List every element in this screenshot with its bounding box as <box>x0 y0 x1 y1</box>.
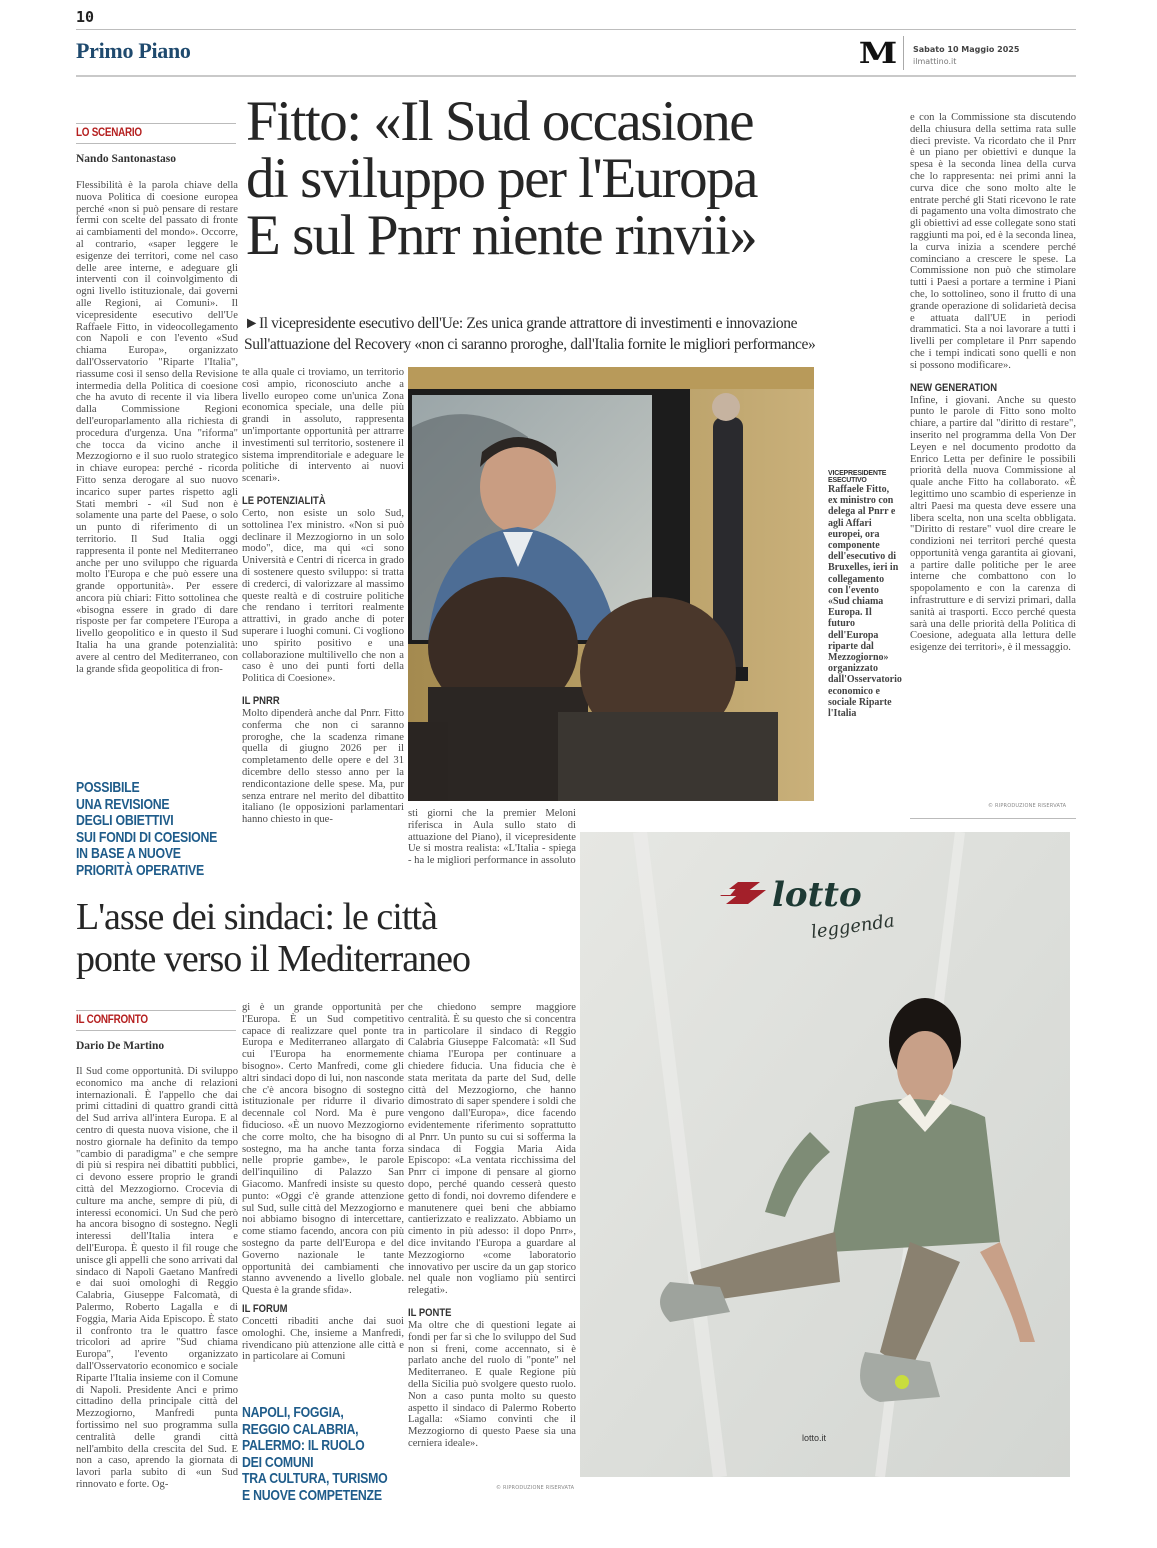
fitto-videoconference-photo <box>408 367 814 801</box>
pull-quote-line: UNA REVISIONE <box>76 795 170 813</box>
ad-brand: lotto <box>772 875 862 915</box>
subheading-ponte: IL PONTE <box>408 1306 452 1319</box>
article2-headline <box>76 896 596 980</box>
caption-kicker: VICEPRESIDENTE ESECUTIVO <box>828 470 887 484</box>
article2-pull-quote <box>242 1405 406 1504</box>
pull-quote-line: TRA CULTURA, TURISMO <box>242 1470 388 1487</box>
article1-headline <box>246 90 906 267</box>
article2-copyright: © RIPRODUZIONE RISERVATA <box>496 1485 575 1491</box>
subheading-pnrr: IL PNRR <box>242 694 280 707</box>
photo-caption <box>828 470 900 719</box>
article2-column-2 <box>242 1002 404 1363</box>
article1-kicker: LO SCENARIO <box>76 127 142 139</box>
page-number: 10 <box>76 8 95 26</box>
paragraph: gi è un grande opportunità per l'Europa. È un Sud competitivo capace di realizzare quel ponte tra Europa e Mediterraneo allargato di cui l'Europa ha enormemente bisogno». Certo Manfredi, come gli altri sindaci dopo di lui, non nasconde che c'è ancora bisogno di sostegno istituzionale per ridurre il divario decennale col Nord. Ma è pure fiducioso. «È un nuovo Mezzogiorno che corre molto, che ha bisogno di sostegno, ma ha anche tanta forza nelle proprie gambe», le parole dell'inquilino di Palazzo San Giacomo. Manfredi insiste su questo punto: «Oggi c'è grande attenzione sul Sud, sulle città del Mezzogiorno e noi abbiamo bisogno di intercettare, come stiamo facendo, ancora con più sostegno da parte dell'Europa e del Governo nazionale le tante opportunità dei cambiamenti che stanno avvenendo a livello globale. Questa è la grande sfida». <box>242 1002 404 1297</box>
newspaper-page <box>76 0 1076 1548</box>
paragraph: te alla quale ci troviamo, un territorio così ampio, riconosciuto anche a livello europeo come un'unica Zona economica speciale, una delle più grandi in assoluto, rappresenta un'importante opportunità per attrarre investimenti sul territorio, sostenere il sistema imprenditoriale e adeguare le politiche di intervento ai nuovi scenari». <box>242 367 404 485</box>
issue-date: Sabato 10 Maggio 2025 <box>913 45 1020 54</box>
pull-quote-line: DEGLI OBIETTIVI <box>76 812 174 829</box>
summary-line: ►Il vicepresidente esecutivo dell'Ue: Zes unica grande attrattore di investimenti e innovazione <box>244 315 798 332</box>
paragraph: Concetti ribaditi anche dai suoi omologhi. Che, insieme a Manfredi, rivendicano più attenzione alle città e in particolare ai Comuni <box>242 1315 404 1363</box>
pull-quote-line: POSSIBILE <box>76 779 140 796</box>
paragraph: che chiedono sempre maggiore centralità. È su questo che si concentra in particolare il sindaco di Reggio Calabria Giuseppe Falcomatà: «Il Sud chiama l'Europa per continuare a chiedere fiducia. Una fiducia che è stata meritata da parte del Sud, delle città del Mezzogiorno, che hanno dimostrato di saper spendere i soldi che vengono dall'Europa», dice facendo evidentemente riferimento soprattutto al Pnrr. Un punto su cui si sofferma la sindaca di Foggia Maria Aida Episcopo: «La ventata ricchissima del Pnrr ci impone di pensare al giorno dopo, perché quando cesserà questo getto di fondi, noi dovremo difendere e manutenere quei beni che abbiamo cantierizzato e realizzato. Abbiamo un cimento in più adesso: il dopo Pnrr», dice invitando l'Europa a guardare al Mezzogiorno «come laboratorio innovativo per uscire da un gap storico nel quale non vogliamo più sentirci relegati». <box>408 1002 576 1297</box>
header-rule <box>76 75 1076 77</box>
lotto-advertisement[interactable] <box>580 832 1070 1477</box>
article1-column-2 <box>242 367 404 892</box>
photo-illustration <box>408 367 814 801</box>
article1-column-4 <box>910 112 1076 802</box>
section-title: Primo Piano <box>76 38 191 63</box>
article2-kicker: IL CONFRONTO <box>76 1014 148 1026</box>
paragraph: Molto dipenderà anche dal Pnrr. Fitto conferma che non ci saranno proroghe, che la scadenza rimane quella di giugno 2026 per il completamento delle opere e del 31 dicembre dello stesso anno per la rendicontazione delle spese. Ma, pur senza entrare nel merito del dibattito italiano (le opposizioni parlamentari hanno chiesto in que- <box>242 707 404 826</box>
subheading-forum: IL FORUM <box>242 1302 288 1315</box>
column-rule <box>910 818 1076 819</box>
article2-column-1: Il Sud come opportunità. Di sviluppo economico ma anche di relazioni internazionali. È l'appello che dai primi cittadini di quattro grandi città del Sud arriva all'intera Europa. E al centro di questa nuova visione, che il nostro giornale ha definito da tempo "cambio di paradigma" e che sempre di più si respira nei dibattiti pubblici, ci devono essere proprio le grandi città del Mezzogiorno. Crocevia di culture ma anche, sempre di più, di interessi economici. Un Sud che però ha ancora bisogno di sostegno. Negli interessi dell'Italia intera e dell'Europa. È questo il fil rouge che unisce gli appelli che sono arrivati dal sindaco di Napoli Gaetano Manfredi e dai suoi omologhi di Reggio Calabria, Giuseppe Falcomatà, di Palermo, Roberto Lagalla e di Foggia, Maria Aida Episcopo. È stato il confronto tra le quattro fasce tricolori ad aprire "Sud chiama Europa", l'evento organizzato dall'Osservatorio economico e sociale Riparte l'Italia insieme con il Comune di Napoli. Presidente Anci e primo cittadino della principale città del Mezzogiorno, Manfredi punta fortissimo nel suo programma sulla centralità delle grandi città nell'ambito della crescita del Sud. E non a caso, aprendo la giornata di lavori parla subito di «un Sud rinnovato e forte. Og- <box>76 1066 238 1490</box>
headline-line: L'asse dei sindaci: le città <box>76 896 437 938</box>
pull-quote-line: SUI FONDI DI COESIONE <box>76 828 218 846</box>
paragraph: e con la Commissione sta discutendo della chiusura della settima rata sulle dieci previste. Va ricordato che il Pnrr è un piano per obiettivi e dunque la spesa è la seconda linea della curva che lo rappresenta: nei primi anni la curva dice che sono molto alte le entrate perché gli Stati ricevono le rate di pagamento una volta dimostrato che gli obiettivi ad esse collegate sono stati raggiunti ma poi, ed è la seconda linea, la curva inizia a scendere perché cominciano a crescere le spese. La Commissione non può che stimolare tutti i Paesi a portare a termine i Piani che, lo sottolineo, sono il frutto di una grande operazione di solidarietà decisa e attuata dall'UE in periodi drammatici. Sta a noi lavorare a tutti i livelli per completare il Pnrr sapendo che i tempi indicati sono quelli e non si possono modificare». <box>910 112 1076 371</box>
top-rule <box>76 29 1076 30</box>
paragraph: Ma oltre che di questioni legate ai fondi per far sì che lo sviluppo del Sud non si freni, come accennato, si è parlato anche del ruolo di "ponte" nel Mediterraneo. E quale Regione più della Sicilia può svolgere questo ruolo. Non a caso punta molto su questo aspetto il sindaco di Palermo Roberto Lagalla: «Siamo convinti che il Mezzogiorno di questo Paese sia una cerniera ideale». <box>408 1319 576 1449</box>
pull-quote-line: PRIORITÀ OPERATIVE <box>76 861 204 879</box>
pull-quote-line: PALERMO: IL RUOLO <box>242 1437 365 1454</box>
article2-author: Dario De Martino <box>76 1040 165 1052</box>
ad-tagline: leggenda <box>809 910 896 943</box>
article1-copyright: © RIPRODUZIONE RISERVATA <box>988 803 1067 809</box>
subheading-new-generation: NEW GENERATION <box>910 381 998 394</box>
article1-pull-quote <box>76 780 240 879</box>
article1-column-3: sti giorni che la premier Meloni riferisca in Aula sullo stato di attuazione del Piano), il vicepresidente Ue si mostra realista: «L'Italia - spiega - ha le migliori performance in assoluto <box>408 808 576 867</box>
headline-line: ponte verso il Mediterraneo <box>76 938 471 980</box>
site-link[interactable]: ilmattino.it <box>913 57 957 66</box>
pull-quote-line: DEI COMUNI <box>242 1453 314 1471</box>
pull-quote-line: E NUOVE COMPETENZE <box>242 1486 382 1504</box>
kicker-rule <box>76 143 236 144</box>
kicker-rule <box>76 123 236 124</box>
article1-column-1: Flessibilità è la parola chiave della nuova Politica di coesione europea perché «non si può pensare di restare fermi con scelte del passato di fronte ai cambiamenti del mondo». Occorre, al contrario, «saper leggere le esigenze dei territori, come nel caso delle aree interne, e adeguare gli interventi con il coinvolgimento di ogni livello istituzionale, dai governi alle Regioni, ai Comuni». Il vicepresidente esecutivo dell'Ue Raffaele Fitto, in videocollegamento con Napoli e con l'evento «Sud chiama Europa», organizzato dall'Osservatorio "Riparte l'Italia", riassume così il senso della Revisione intermedia della Politica di coesione che ha avuto di recente il via libera dalla Commissione Regioni dell'europarlamento alla richiesta di procedura d'urgenza. Una "riforma" che tocca da vicino anche il Mezzogiorno e il suo ruolo strategico in chiave europea: perché - ricorda Fitto senza derogare al suo nuovo incarico super partes rispetto agli Stati membri - «il Sud non è solamente una parte del Paese, o solo un punto di riferimento di un territorio. Il Sud Italia oggi rappresenta il ponte nel Mediterraneo anche per uno sviluppo che riguarda molto l'Europa e che può essere una grande opportunità». Per essere ancora più chiari: Fitto sottolinea che «bisogna essere in grado di dare risposte per far competere l'Europa a livello geopolitico e in questo il Sud Italia ha una grande potenzialità: avere al centro del Mediterraneo, con la grande sfida geopolitica di fron- <box>76 180 238 675</box>
caption-text: Raffaele Fitto, ex ministro con delega al Pnrr e agli Affari europei, ora componente dell'esecutivo di Bruxelles, ieri in collegamento con l'evento «Sud chiama Europa. Il futuro dell'Europa riparte dal Mezzogiorno» organizzato dall'Osservatorio economico e sociale Riparte l'Italia <box>828 484 902 720</box>
headline-line: Fitto: «Il Sud occasione <box>246 90 754 153</box>
article1-author: Nando Santonastaso <box>76 153 177 165</box>
article1-summary <box>244 313 884 355</box>
summary-line: Sull'attuazione del Recovery «non ci saranno proroghe, dall'Italia fornite le migliori performance» <box>244 336 816 353</box>
pull-quote-line: IN BASE A NUOVE <box>76 845 181 862</box>
article2-column-3 <box>408 1002 576 1472</box>
ad-url[interactable]: lotto.it <box>802 1433 827 1443</box>
masthead-separator <box>903 36 904 70</box>
headline-line: E sul Pnrr niente rinvii» <box>246 204 757 267</box>
kicker-rule <box>76 1010 236 1011</box>
subheading-potenzialita: LE POTENZIALITÀ <box>242 494 326 507</box>
paragraph: Infine, i giovani. Anche su questo punto le parole di Fitto sono molto chiare, a partire dal "diritto di restare", inserito nel programma della Von Der Leyen e nel documento prodotto da Enrico Letta per definire le possibili priorità della nuova Commissione al quale anche Fitto ha collaborato. «È legittimo uno scambio di esperienze in altri Paesi ma questa deve essere una libera scelta, non una scelta obbligata. "Diritto di restare" vuol dire creare le condizioni nei territori perché questa opportunità venga garantita ai giovani, a partire dalle politiche per le aree interne che combattono con lo spopolamento e con la carenza di infrastrutture e di servizi primari, dalla sanità ai trasporti. Ecco perché questa sarà una delle priorità della Politica di Coesione, adeguata alla lettura delle esigenze dei territori», è il messaggio. <box>910 394 1076 654</box>
kicker-rule <box>76 1030 236 1031</box>
paragraph: Certo, non esiste un solo Sud, sottolinea l'ex ministro. «Non si può declinare il Mezzogiorno in un solo modo", dice, ma qui «ci sono Università e Centri di ricerca in grado di sostenere questo sviluppo: si tratta di crederci, di valorizzare al massimo queste realtà e di costruire politiche che rendano i territori realmente attrattivi, in grado anche di poter superare i luoghi comuni. Ci vogliono uno spirito positivo e una collaborazione multilivello che non a caso è uno dei punti forti della Politica di Coesione». <box>242 507 404 685</box>
il-mattino-logo: M <box>858 36 898 70</box>
headline-line: di sviluppo per l'Europa <box>246 147 757 210</box>
pull-quote-line: REGGIO CALABRIA, <box>242 1420 359 1438</box>
pull-quote-line: NAPOLI, FOGGIA, <box>242 1404 344 1421</box>
ad-artwork <box>580 832 1070 1477</box>
model-shirt <box>830 1099 1000 1252</box>
